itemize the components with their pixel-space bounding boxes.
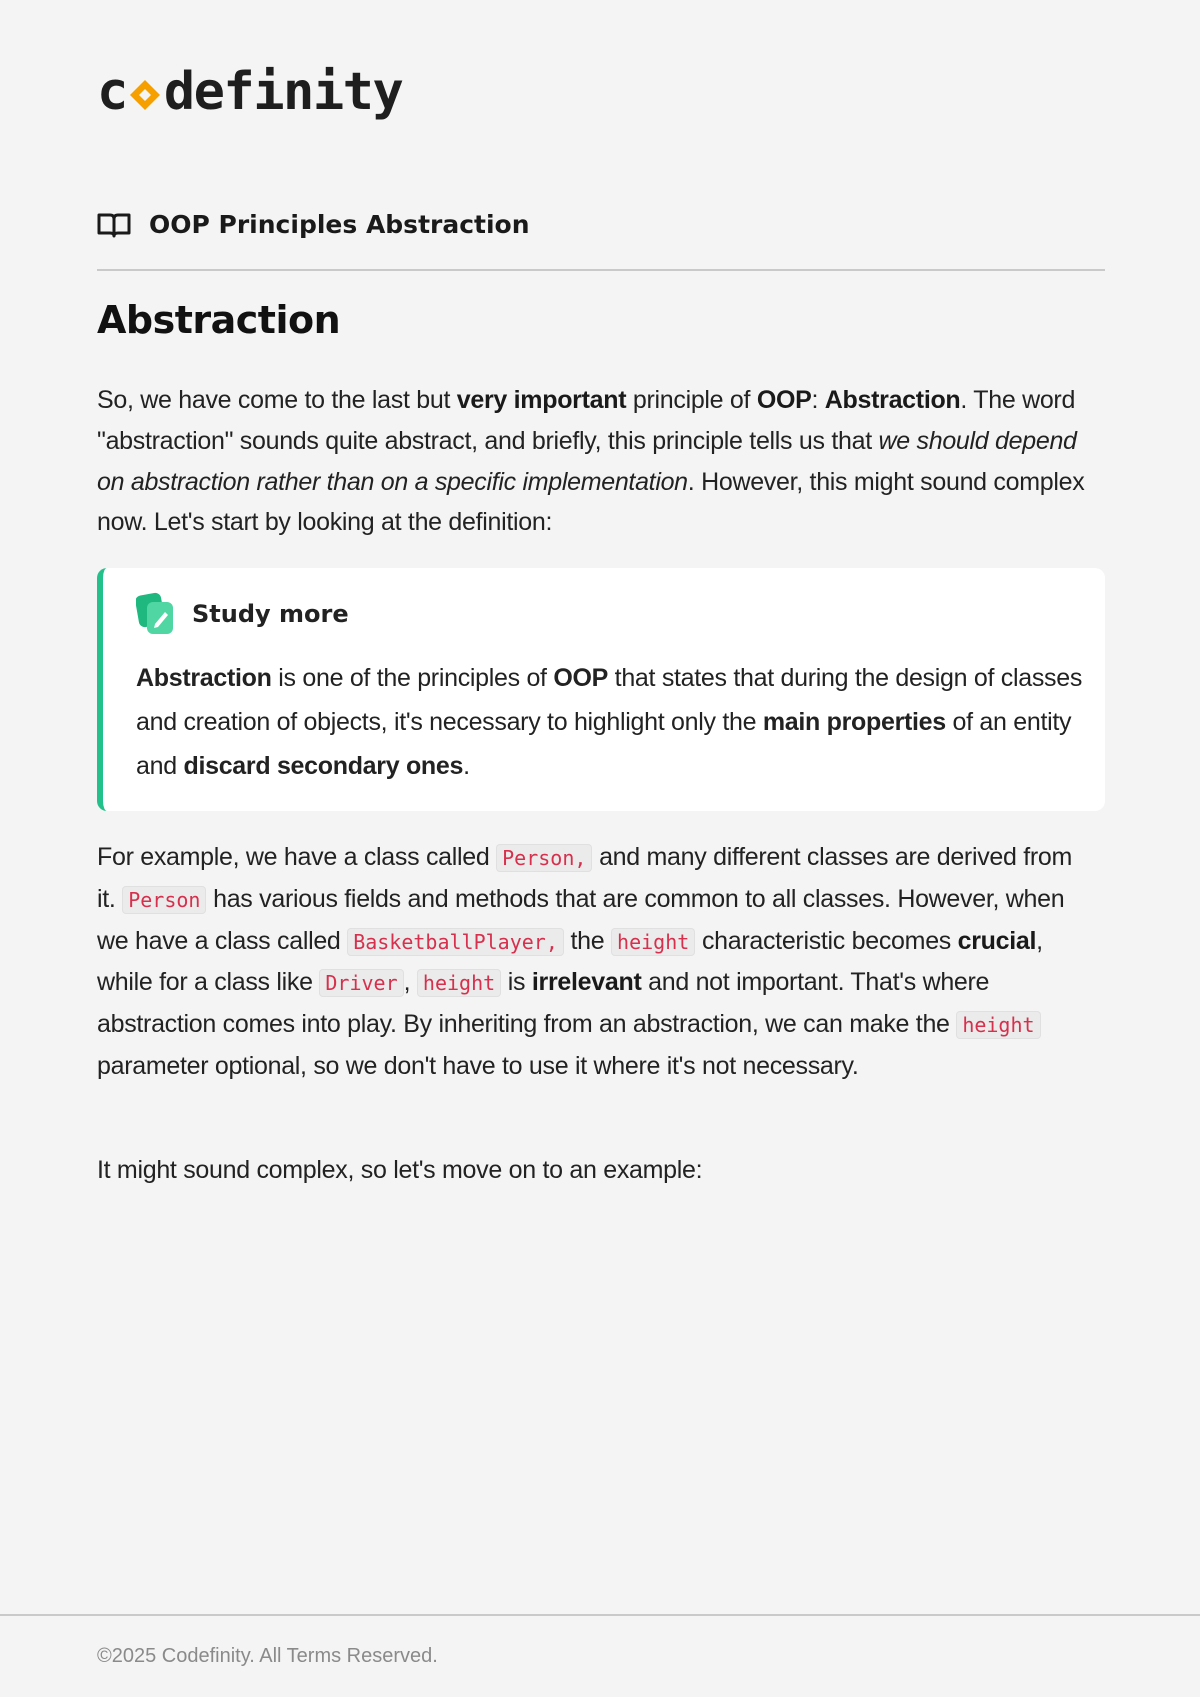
inline-code: Driver xyxy=(319,969,403,997)
outro-paragraph: It might sound complex, so let's move on to an example: xyxy=(97,1156,703,1184)
study-more-heading: Study more xyxy=(192,600,349,628)
study-more-header xyxy=(136,592,349,636)
breadcrumb-title: OOP Principles Abstraction xyxy=(149,210,530,239)
example-paragraph: For example, we have a class called Person, and many different classes are derived from it. Person has various fields and methods that are common to all classes. However, when we have a class called BasketballPlayer, the height characteristic becomes crucial, while for a class like Driver , height is irrelevant and not important. That's where abstraction comes into play. By inheriting from an abstraction, we can make the height parameter optional, so we don't have to use it where it's not necessary. xyxy=(97,843,1073,1080)
inline-code: height xyxy=(417,969,501,997)
logo-suffix: definity xyxy=(163,62,403,122)
header-divider xyxy=(97,269,1105,271)
inline-code: BasketballPlayer, xyxy=(347,928,564,956)
cards-icon xyxy=(136,592,176,636)
inline-code: Person, xyxy=(496,844,592,872)
inline-code: height xyxy=(611,928,695,956)
footer-copyright: ©2025 Codefinity. All Terms Reserved. xyxy=(97,1645,438,1667)
page-title: Abstraction xyxy=(97,298,341,342)
intro-paragraph: So, we have come to the last but very important principle of OOP: Abstraction. The word "abstraction" sounds quite abstract, and briefly, this principle tells us that we should depend on abstraction rather than on a specific implementation. However, this might sound complex now. Let's start by looking at the definition: xyxy=(97,386,1085,537)
footer-divider xyxy=(0,1614,1200,1616)
inline-code: Person xyxy=(122,886,206,914)
inline-code: height xyxy=(956,1011,1040,1039)
codefinity-logo[interactable] xyxy=(97,60,402,124)
logo-diamond-icon xyxy=(130,81,160,111)
logo-prefix: c xyxy=(97,62,127,122)
breadcrumb xyxy=(97,210,530,239)
study-more-callout xyxy=(97,568,1105,811)
book-icon xyxy=(97,212,131,238)
study-more-definition: Abstraction is one of the principles of OOP that states that during the design of classes and creation of objects, it's necessary to highlight only the main properties of an entity and discard secondary ones. xyxy=(136,664,1083,780)
